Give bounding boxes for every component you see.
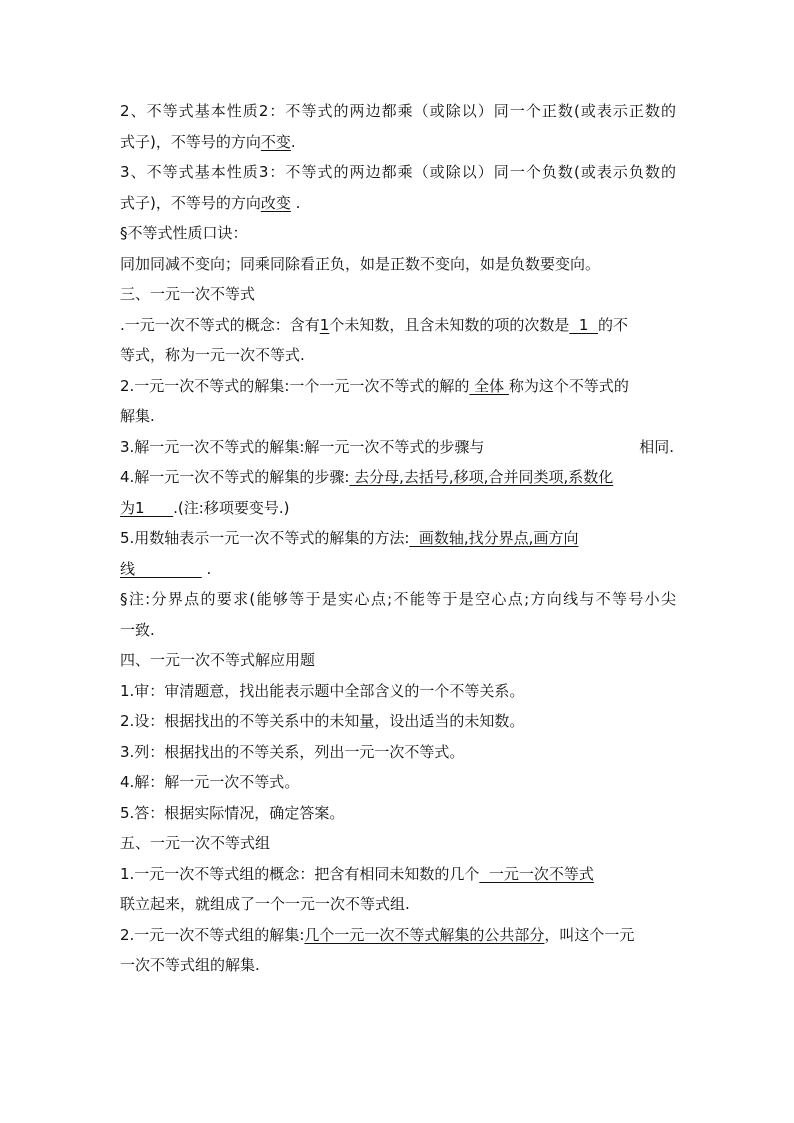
text: 3.解一元一次不等式的解集:解一元一次不等式的步骤与 bbox=[120, 437, 485, 456]
property-3-line-1: 3、不等式基本性质3：不等式的两边都乘（或除以）同一个负数(或表示负数的 bbox=[120, 163, 676, 181]
s3-item-5-line-2 bbox=[120, 554, 676, 585]
s4-item: 1.审：审清题意，找出能表示题中全部含义的一个不等关系。 bbox=[120, 681, 525, 700]
text: 1.一元一次不等式组的概念：把含有相同未知数的几个 bbox=[120, 864, 480, 883]
s3-note-line-1: §注:分界点的要求(能够等于是实心点;不能等于是空心点;方向线与不等号小尖 bbox=[120, 590, 676, 608]
property-2-line-1: 2、不等式基本性质2：不等式的两边都乘（或除以）同一个正数(或表示正数的 bbox=[120, 102, 676, 120]
answer-underlined: 为1 bbox=[120, 498, 174, 517]
text: 相同. bbox=[639, 437, 674, 456]
text: 4.解一元一次不等式的解集的步骤: bbox=[120, 468, 350, 486]
answer-underlined: 去分母,去括号,移项,合并同类项,系数化 bbox=[349, 468, 614, 486]
s3-item-3 bbox=[120, 432, 676, 463]
s4-item: 2.设：根据找出的不等关系中的未知量，设出适当的未知数。 bbox=[120, 712, 525, 730]
text: ，叫这个一元 bbox=[544, 925, 635, 944]
text: . bbox=[290, 193, 301, 212]
text: . bbox=[201, 559, 212, 578]
s5-item-1-line-1 bbox=[120, 859, 676, 890]
s3-item-1-line-1 bbox=[120, 310, 676, 341]
s3-item-1-line-2: 等式，称为一元一次不等式. bbox=[120, 346, 305, 364]
answer-underlined: 不变 bbox=[260, 132, 291, 151]
answer-underlined: 改变 bbox=[260, 193, 291, 212]
text: .一元一次不等式的概念：含有 bbox=[120, 315, 320, 334]
mnemonic-text: 同加同减不变向；同乘同除看正负，如是正数不变向，如是负数要变向。 bbox=[120, 254, 601, 273]
property-3-line-2 bbox=[120, 188, 676, 219]
section-3-heading: 三、一元一次不等式 bbox=[120, 285, 256, 303]
answer-underlined: 一元一次不等式 bbox=[479, 864, 594, 883]
property-2-line-2 bbox=[120, 127, 676, 158]
answer-underlined: 全体 bbox=[469, 376, 509, 395]
text: 2.一元一次不等式组的解集: bbox=[120, 925, 305, 944]
s3-item-5-line-1 bbox=[120, 523, 676, 554]
text: . bbox=[290, 132, 296, 151]
text: 称为这个不等式的 bbox=[508, 376, 629, 395]
answer-underlined: 几个一元一次不等式解集的公共部分 bbox=[304, 925, 545, 944]
answer-underlined: 画数轴,找分界点,画方向 bbox=[409, 529, 579, 547]
text: 5.用数轴表示一元一次不等式的解集的方法: bbox=[120, 529, 410, 547]
s3-note-line-2: 一致. bbox=[120, 620, 155, 639]
text: 式子)，不等号的方向 bbox=[120, 193, 261, 212]
s4-item: 5.答：根据实际情况，确定答案。 bbox=[120, 803, 345, 822]
s3-item-4-line-2 bbox=[120, 493, 676, 524]
answer-underlined: 1 bbox=[319, 315, 330, 334]
text: 2.一元一次不等式的解集:一个一元一次不等式的解的 bbox=[120, 376, 470, 395]
text: .(注:移项要变号.) bbox=[173, 498, 290, 517]
s3-item-2-line-1 bbox=[120, 371, 676, 402]
s5-item-2-line-1 bbox=[120, 920, 676, 951]
text: 的不 bbox=[597, 315, 628, 334]
answer-underlined: 1 bbox=[569, 315, 598, 334]
text: 个未知数，且含未知数的项的次数是 bbox=[329, 315, 570, 334]
s5-item-2-line-2: 一次不等式组的解集. bbox=[120, 956, 260, 974]
document-page bbox=[120, 96, 676, 981]
s3-item-4-line-1 bbox=[120, 462, 676, 493]
answer-underlined: 线 bbox=[120, 559, 202, 578]
s4-item: 4.解：解一元一次不等式。 bbox=[120, 773, 300, 791]
s4-item: 3.列：根据找出的不等关系，列出一元一次不等式。 bbox=[120, 742, 465, 761]
s3-item-2-line-2: 解集. bbox=[120, 407, 155, 425]
s5-item-1-line-2: 联立起来，就组成了一个一元一次不等式组. bbox=[120, 895, 410, 913]
mnemonic-title: §不等式性质口诀： bbox=[120, 224, 248, 242]
section-5-heading: 五、一元一次不等式组 bbox=[120, 834, 271, 852]
text: 式子)，不等号的方向 bbox=[120, 132, 261, 151]
section-4-heading: 四、一元一次不等式解应用题 bbox=[120, 651, 316, 669]
